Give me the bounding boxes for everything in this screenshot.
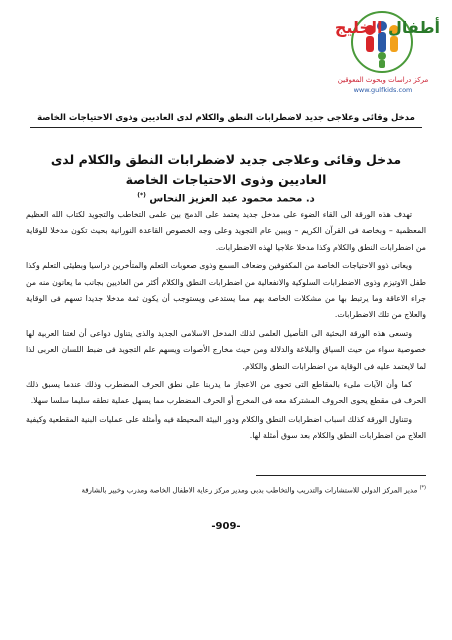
article-body	[26, 207, 426, 447]
logo-title-main: أطفال	[388, 18, 440, 37]
gulf-kids-logo[interactable]	[322, 8, 444, 96]
author-footnote-mark: (*)	[137, 192, 146, 199]
logo-caption: مركز دراسات وبحوث المعوقين	[337, 76, 429, 84]
logo-url[interactable]: www.gulfkids.com	[353, 86, 413, 94]
footnote-divider	[256, 475, 426, 476]
article-title: مدخل وقائى وعلاجى جديد لاضطرابات النطق والكلام لدى العاديين وذوى الاحتياجات الخاصة	[50, 152, 402, 187]
footnote-text: مدير المركز الدولى للاستشارات والتدريب والتخاطب بدبى ومدير مركز رعاية الاطفال الخاصة ومدرب وخبير بالشارقة	[81, 486, 418, 495]
footnote	[26, 481, 426, 498]
author-line	[40, 192, 412, 204]
author-name: د. محمد محمود عبد العزيز النحاس	[149, 193, 315, 205]
body-paragraph: ويعانى ذوو الاحتياجات الخاصة من المكفوفين وضعاف السمع وذوى صعوبات التعلم والمتأخرين دراسيا وبطيئى التعلم وكذا طفل الاوتيزم وذوى الاضطرابات السلوكية والانفعالية من اضطرابات النطق والكلام أكثر من العاديين بجانب ما يعانون منه من جراء الاعاقة وما يرتبط بها من مشكلات الخاصة بهم مما يستدعى ويستوجب أن يكون ثمة مدخلا جديدا تسهم فى الوقاية والعلاج من تلك الاضطرابات.	[26, 261, 426, 320]
logo-title	[335, 18, 440, 37]
logo-title-accent: الخليج	[334, 18, 383, 37]
running-head: مدخل وقائى وعلاجى جديد لاضطرابات النطق والكلام لدى العاديين وذوى الاحتياجات الخاصة	[30, 113, 422, 128]
body-paragraph: وتتناول الورقة كذلك اسباب اضطرابات النطق والكلام ودور البيئة المحيطة فيه وأمثلة على عمليات البنية المقطعية وكيفية العلاج من اضطرابات النطق والكلام بعد سوق أمثلة لها.	[26, 414, 426, 441]
body-paragraph: تهدف هذه الورقة الى القاء الضوء على مدخل جديد يعتمد على الدمج بين علمى التخاطب والتجويد لكتاب الله العظيم المعظمية – وبخاصة فى القرآن الكريم – ويبين عام التجويد وعلى وجه الخصوص القاعدة النورانية بحيث تكون مدخلا للوقاية من اضطرابات النطق والكلام وكذا مدخلا علاجيا لهذه الاضطرابات.	[26, 210, 426, 252]
body-paragraph: كما وأن الآيات ملىء بالمقاطع التى تحوى من الاعجاز ما يدربنا على نطق الحرف المضطرب وذلك عندما يسبق ذلك الحرف فى مقطع يحوى الحروف المشتركة معه فى المخرج أو الحرف المضطرب مما يسهل عملية نطقه سليما سلسا سهلا.	[26, 380, 426, 406]
body-paragraph: وتسعى هذه الورقة البحثية الى التأصيل العلمى لذلك المدخل الاسلامى الجديد والذى يتناول دواعى أن لغتنا العربية لها خصوصية سواء من حيث السياق والبلاغة والدلالة ومن حيث مخارج الأصوات ويسهم علم التجويد فى ضبط اللسان العربى لذا لما لايعتمد عليه فى الوقاية من اضطرابات النطق والكلام.	[26, 328, 426, 371]
footnote-mark: (*)	[419, 485, 426, 491]
page-number: -909-	[211, 521, 241, 532]
